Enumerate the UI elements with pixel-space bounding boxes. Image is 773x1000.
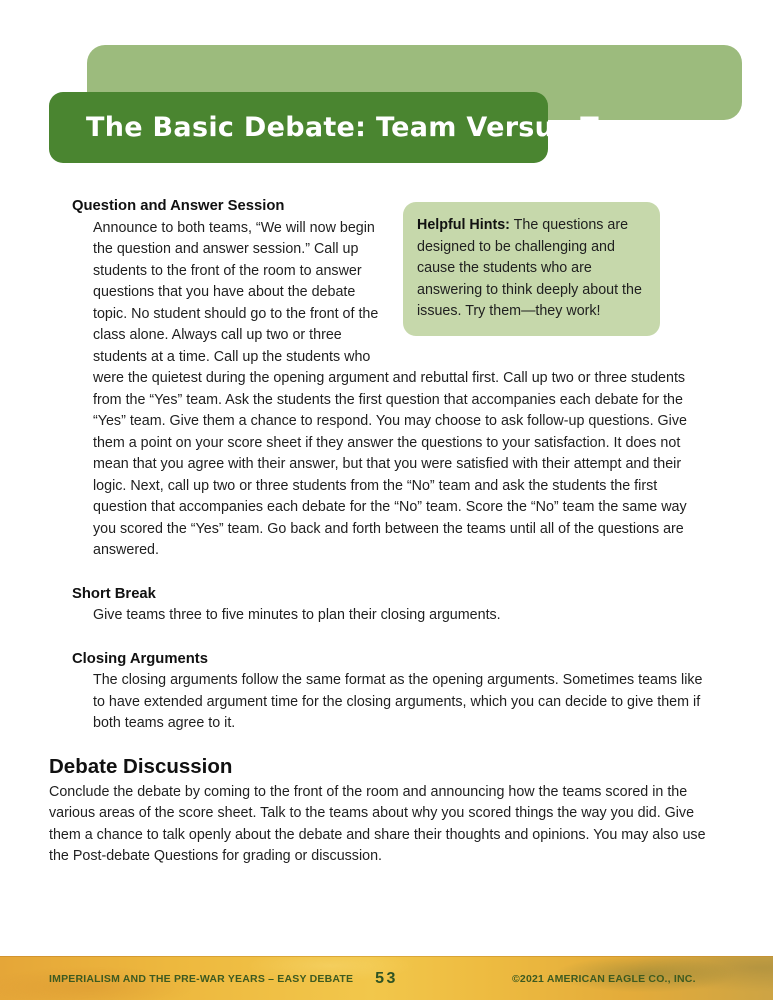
page-content xyxy=(49,196,710,868)
page-footer xyxy=(0,956,773,1000)
short-break-paragraph: Give teams three to five minutes to plan their closing arguments. xyxy=(93,607,501,623)
footer-copyright: ©2021 AMERICAN EAGLE CO., INC. xyxy=(512,972,696,985)
page-title: The Basic Debate: Team Versus Team xyxy=(86,112,661,143)
section-debate-discussion xyxy=(49,753,710,868)
closing-arguments-heading: Closing Arguments xyxy=(72,650,208,667)
debate-discussion-heading: Debate Discussion xyxy=(49,754,233,778)
closing-arguments-paragraph: The closing arguments follow the same format as the opening arguments. Sometimes teams like to have extended argument time for the closing arguments, which you can decide to give them if both teams agree to it. xyxy=(93,672,703,731)
section-closing-arguments xyxy=(49,649,710,735)
helpful-hints-box xyxy=(403,202,660,336)
title-banner xyxy=(49,92,661,163)
short-break-heading: Short Break xyxy=(72,585,156,602)
debate-discussion-paragraph: Conclude the debate by coming to the front of the room and announcing how the teams scored in the various areas of the score sheet. Talk to the teams about why you scored things the way you did. Give them a chance to talk openly about the debate and share their thoughts and opinions. You may also use the Post-debate Questions for grading or discussion. xyxy=(49,783,706,864)
question-answer-heading: Question and Answer Session xyxy=(72,198,285,214)
footer-page-number: 53 xyxy=(375,969,398,987)
helpful-hints-label: Helpful Hints: xyxy=(417,217,510,233)
section-question-answer xyxy=(49,196,710,562)
footer-book-title: IMPERIALISM AND THE PRE-WAR YEARS – EASY DEBATE xyxy=(49,972,354,985)
question-answer-paragraph: Announce to both teams, “We will now begin the question and answer session.” Call up students to the front of the room to answer questions that you have about the debate topic. No student should go to the front of the class alone. Always call up two or three students at a time. Call up the students who were the quietest during the opening argument and rebuttal first. Call up two or three students from the “Yes” team. Ask the students the first question that accompanies each debate for the “Yes” team. Give them a chance to respond. You may choose to ask follow-up questions. Give them a point on your score sheet if they answer the questions to your satisfaction. It does not mean that you agree with their answer, but that you were satisfied with their attempt and their logic. Next, call up two or three students from the “No” team and ask the students the first question that accompanies each debate for the “No” team. Score the “No” team the same way you scored the “Yes” team. Go back and forth between the teams until all of the questions are answered. xyxy=(93,219,687,558)
section-short-break xyxy=(49,584,710,627)
helpful-hints-text: The questions are designed to be challenging and cause the students who are answering to think deeply about the issues. Try them—they work! xyxy=(417,217,642,319)
